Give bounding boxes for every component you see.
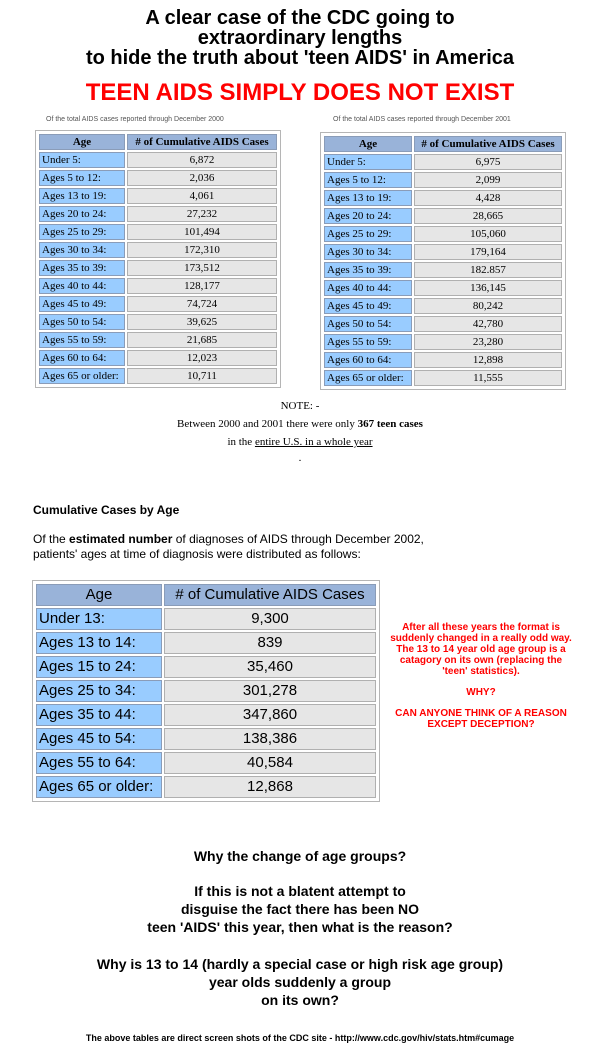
table-row bbox=[36, 656, 376, 678]
table-2000-header-age: Age bbox=[39, 134, 125, 150]
age-cell: Ages 35 to 39: bbox=[324, 262, 412, 278]
note-block bbox=[0, 397, 600, 467]
age-cell: Ages 25 to 29: bbox=[39, 224, 125, 240]
cases-cell: 172,310 bbox=[127, 242, 277, 258]
cases-cell: 12,898 bbox=[414, 352, 562, 368]
table-2001 bbox=[320, 132, 566, 390]
question-2 bbox=[0, 882, 600, 936]
table-row bbox=[324, 298, 562, 314]
note-line-2-text: Between 2000 and 2001 there were only bbox=[177, 418, 358, 430]
age-cell: Ages 55 to 59: bbox=[324, 334, 412, 350]
cases-cell: 4,061 bbox=[127, 188, 277, 204]
cases-cell: 182.857 bbox=[414, 262, 562, 278]
age-cell: Ages 65 or older: bbox=[324, 370, 412, 386]
table-row bbox=[39, 368, 277, 384]
age-cell: Ages 35 to 39: bbox=[39, 260, 125, 276]
cases-cell: 136,145 bbox=[414, 280, 562, 296]
table-row bbox=[324, 334, 562, 350]
note-line-3-text: in the bbox=[227, 436, 255, 448]
cases-cell: 10,711 bbox=[127, 368, 277, 384]
table-row bbox=[39, 188, 277, 204]
note-label: NOTE: - bbox=[280, 400, 320, 412]
note-line-2 bbox=[0, 415, 600, 433]
table-row bbox=[36, 776, 376, 798]
red-commentary-why: WHY? bbox=[466, 687, 496, 698]
footer-source: The above tables are direct screen shots of the CDC site - http://www.cdc.gov/hiv/stats.htm#cumage bbox=[85, 1033, 515, 1043]
question-3-line-2: year olds suddenly a group bbox=[208, 974, 392, 990]
cumulative-text-pre: Of the bbox=[33, 532, 70, 546]
table-2000-caption: Of the total AIDS cases reported through December 2000 bbox=[46, 116, 224, 123]
age-cell: Ages 45 to 49: bbox=[324, 298, 412, 314]
question-2-line-1: If this is not a blatent attempt to bbox=[194, 883, 406, 899]
table-row bbox=[36, 632, 376, 654]
table-row bbox=[39, 260, 277, 276]
table-row bbox=[324, 316, 562, 332]
age-cell: Under 5: bbox=[324, 154, 412, 170]
table-2001-header-cases: # of Cumulative AIDS Cases bbox=[414, 136, 562, 152]
age-cell: Ages 30 to 34: bbox=[324, 244, 412, 260]
table-row bbox=[324, 370, 562, 386]
table-row bbox=[39, 278, 277, 294]
table-row bbox=[36, 728, 376, 750]
table-row bbox=[324, 190, 562, 206]
cases-cell: 12,023 bbox=[127, 350, 277, 366]
age-cell: Under 13: bbox=[36, 608, 162, 630]
question-3-line-3: on its own? bbox=[261, 992, 339, 1008]
table-2001-body bbox=[324, 154, 562, 386]
table-row bbox=[324, 352, 562, 368]
cases-cell: 105,060 bbox=[414, 226, 562, 242]
table-2001-header-age: Age bbox=[324, 136, 412, 152]
cases-cell: 9,300 bbox=[164, 608, 376, 630]
age-cell: Ages 60 to 64: bbox=[39, 350, 125, 366]
age-cell: Ages 55 to 59: bbox=[39, 332, 125, 348]
age-cell: Ages 5 to 12: bbox=[324, 172, 412, 188]
age-cell: Ages 50 to 54: bbox=[324, 316, 412, 332]
cases-cell: 28,665 bbox=[414, 208, 562, 224]
table-row bbox=[39, 332, 277, 348]
cases-cell: 173,512 bbox=[127, 260, 277, 276]
red-commentary-p1: After all these years the format is suddenly changed in a really odd way. The 13 to 14 year old age group is a catagory on its own (replacing the 'teen' statistics). bbox=[390, 622, 572, 677]
cumulative-text-post: of diagnoses of AIDS through December 2002, patients' ages at time of diagnosis were distributed as follows: bbox=[33, 532, 424, 561]
cases-cell: 21,685 bbox=[127, 332, 277, 348]
red-title: TEEN AIDS SIMPLY DOES NOT EXIST bbox=[85, 79, 515, 106]
table-row bbox=[324, 208, 562, 224]
age-cell: Ages 50 to 54: bbox=[39, 314, 125, 330]
cases-cell: 27,232 bbox=[127, 206, 277, 222]
cases-cell: 11,555 bbox=[414, 370, 562, 386]
table-row bbox=[36, 752, 376, 774]
table-row bbox=[324, 172, 562, 188]
cases-cell: 39,625 bbox=[127, 314, 277, 330]
cases-cell: 839 bbox=[164, 632, 376, 654]
age-cell: Ages 35 to 44: bbox=[36, 704, 162, 726]
cumulative-text bbox=[33, 532, 453, 562]
age-cell: Ages 40 to 44: bbox=[324, 280, 412, 296]
table-row bbox=[39, 206, 277, 222]
table-2002 bbox=[32, 580, 380, 802]
headline-line-3: to hide the truth about 'teen AIDS' in America bbox=[85, 47, 515, 69]
age-cell: Ages 55 to 64: bbox=[36, 752, 162, 774]
age-cell: Ages 5 to 12: bbox=[39, 170, 125, 186]
cases-cell: 12,868 bbox=[164, 776, 376, 798]
cases-cell: 301,278 bbox=[164, 680, 376, 702]
age-cell: Ages 45 to 54: bbox=[36, 728, 162, 750]
cases-cell: 74,724 bbox=[127, 296, 277, 312]
question-2-line-3: teen 'AIDS' this year, then what is the reason? bbox=[147, 919, 453, 935]
age-cell: Ages 45 to 49: bbox=[39, 296, 125, 312]
cases-cell: 347,860 bbox=[164, 704, 376, 726]
table-row bbox=[324, 154, 562, 170]
age-cell: Ages 25 to 29: bbox=[324, 226, 412, 242]
age-cell: Ages 13 to 19: bbox=[39, 188, 125, 204]
age-cell: Ages 65 or older: bbox=[36, 776, 162, 798]
table-row bbox=[36, 608, 376, 630]
table-row bbox=[324, 226, 562, 242]
table-row bbox=[39, 170, 277, 186]
table-2001-caption: Of the total AIDS cases reported through December 2001 bbox=[333, 116, 511, 123]
cases-cell: 6,975 bbox=[414, 154, 562, 170]
cases-cell: 42,780 bbox=[414, 316, 562, 332]
table-2002-header-cases: # of Cumulative AIDS Cases bbox=[164, 584, 376, 606]
table-row bbox=[324, 262, 562, 278]
question-3-line-1: Why is 13 to 14 (hardly a special case or high risk age group) bbox=[96, 956, 504, 972]
age-cell: Ages 13 to 19: bbox=[324, 190, 412, 206]
cumulative-title: Cumulative Cases by Age bbox=[33, 503, 180, 517]
cases-cell: 23,280 bbox=[414, 334, 562, 350]
age-cell: Ages 15 to 24: bbox=[36, 656, 162, 678]
age-cell: Ages 65 or older: bbox=[39, 368, 125, 384]
age-cell: Under 5: bbox=[39, 152, 125, 168]
age-cell: Ages 13 to 14: bbox=[36, 632, 162, 654]
table-2002-body bbox=[36, 608, 376, 798]
headline-line-2: extraordinary lengths bbox=[197, 27, 403, 49]
cases-cell: 2,099 bbox=[414, 172, 562, 188]
age-cell: Ages 20 to 24: bbox=[324, 208, 412, 224]
table-2000-body bbox=[39, 152, 277, 384]
red-commentary bbox=[388, 622, 574, 740]
cumulative-text-bold: estimated number bbox=[69, 532, 173, 546]
table-row bbox=[324, 280, 562, 296]
cases-cell: 138,386 bbox=[164, 728, 376, 750]
table-row bbox=[39, 296, 277, 312]
age-cell: Ages 20 to 24: bbox=[39, 206, 125, 222]
cases-cell: 128,177 bbox=[127, 278, 277, 294]
table-row bbox=[36, 680, 376, 702]
question-2-line-2: disguise the fact there has been NO bbox=[180, 901, 420, 917]
red-commentary-p3: CAN ANYONE THINK OF A REASON EXCEPT DECEPTION? bbox=[395, 708, 567, 730]
age-cell: Ages 40 to 44: bbox=[39, 278, 125, 294]
age-cell: Ages 60 to 64: bbox=[324, 352, 412, 368]
cases-cell: 2,036 bbox=[127, 170, 277, 186]
cases-cell: 6,872 bbox=[127, 152, 277, 168]
table-row bbox=[39, 242, 277, 258]
cases-cell: 4,428 bbox=[414, 190, 562, 206]
question-3 bbox=[0, 955, 600, 1009]
cases-cell: 101,494 bbox=[127, 224, 277, 240]
question-1: Why the change of age groups? bbox=[193, 848, 407, 864]
table-row bbox=[39, 314, 277, 330]
note-dot: . bbox=[298, 452, 302, 464]
headline-line-1: A clear case of the CDC going to bbox=[145, 7, 455, 29]
note-teen-cases: 367 teen cases bbox=[357, 418, 423, 430]
cases-cell: 179,164 bbox=[414, 244, 562, 260]
headline bbox=[0, 8, 600, 68]
table-row bbox=[39, 224, 277, 240]
age-cell: Ages 30 to 34: bbox=[39, 242, 125, 258]
table-2000 bbox=[35, 130, 281, 388]
table-row bbox=[36, 704, 376, 726]
cases-cell: 40,584 bbox=[164, 752, 376, 774]
table-row bbox=[39, 152, 277, 168]
cases-cell: 35,460 bbox=[164, 656, 376, 678]
table-row bbox=[324, 244, 562, 260]
cases-cell: 80,242 bbox=[414, 298, 562, 314]
table-2000-header-cases: # of Cumulative AIDS Cases bbox=[127, 134, 277, 150]
age-cell: Ages 25 to 34: bbox=[36, 680, 162, 702]
note-underlined: entire U.S. in a whole year bbox=[254, 436, 373, 448]
table-2002-header-age: Age bbox=[36, 584, 162, 606]
table-row bbox=[39, 350, 277, 366]
